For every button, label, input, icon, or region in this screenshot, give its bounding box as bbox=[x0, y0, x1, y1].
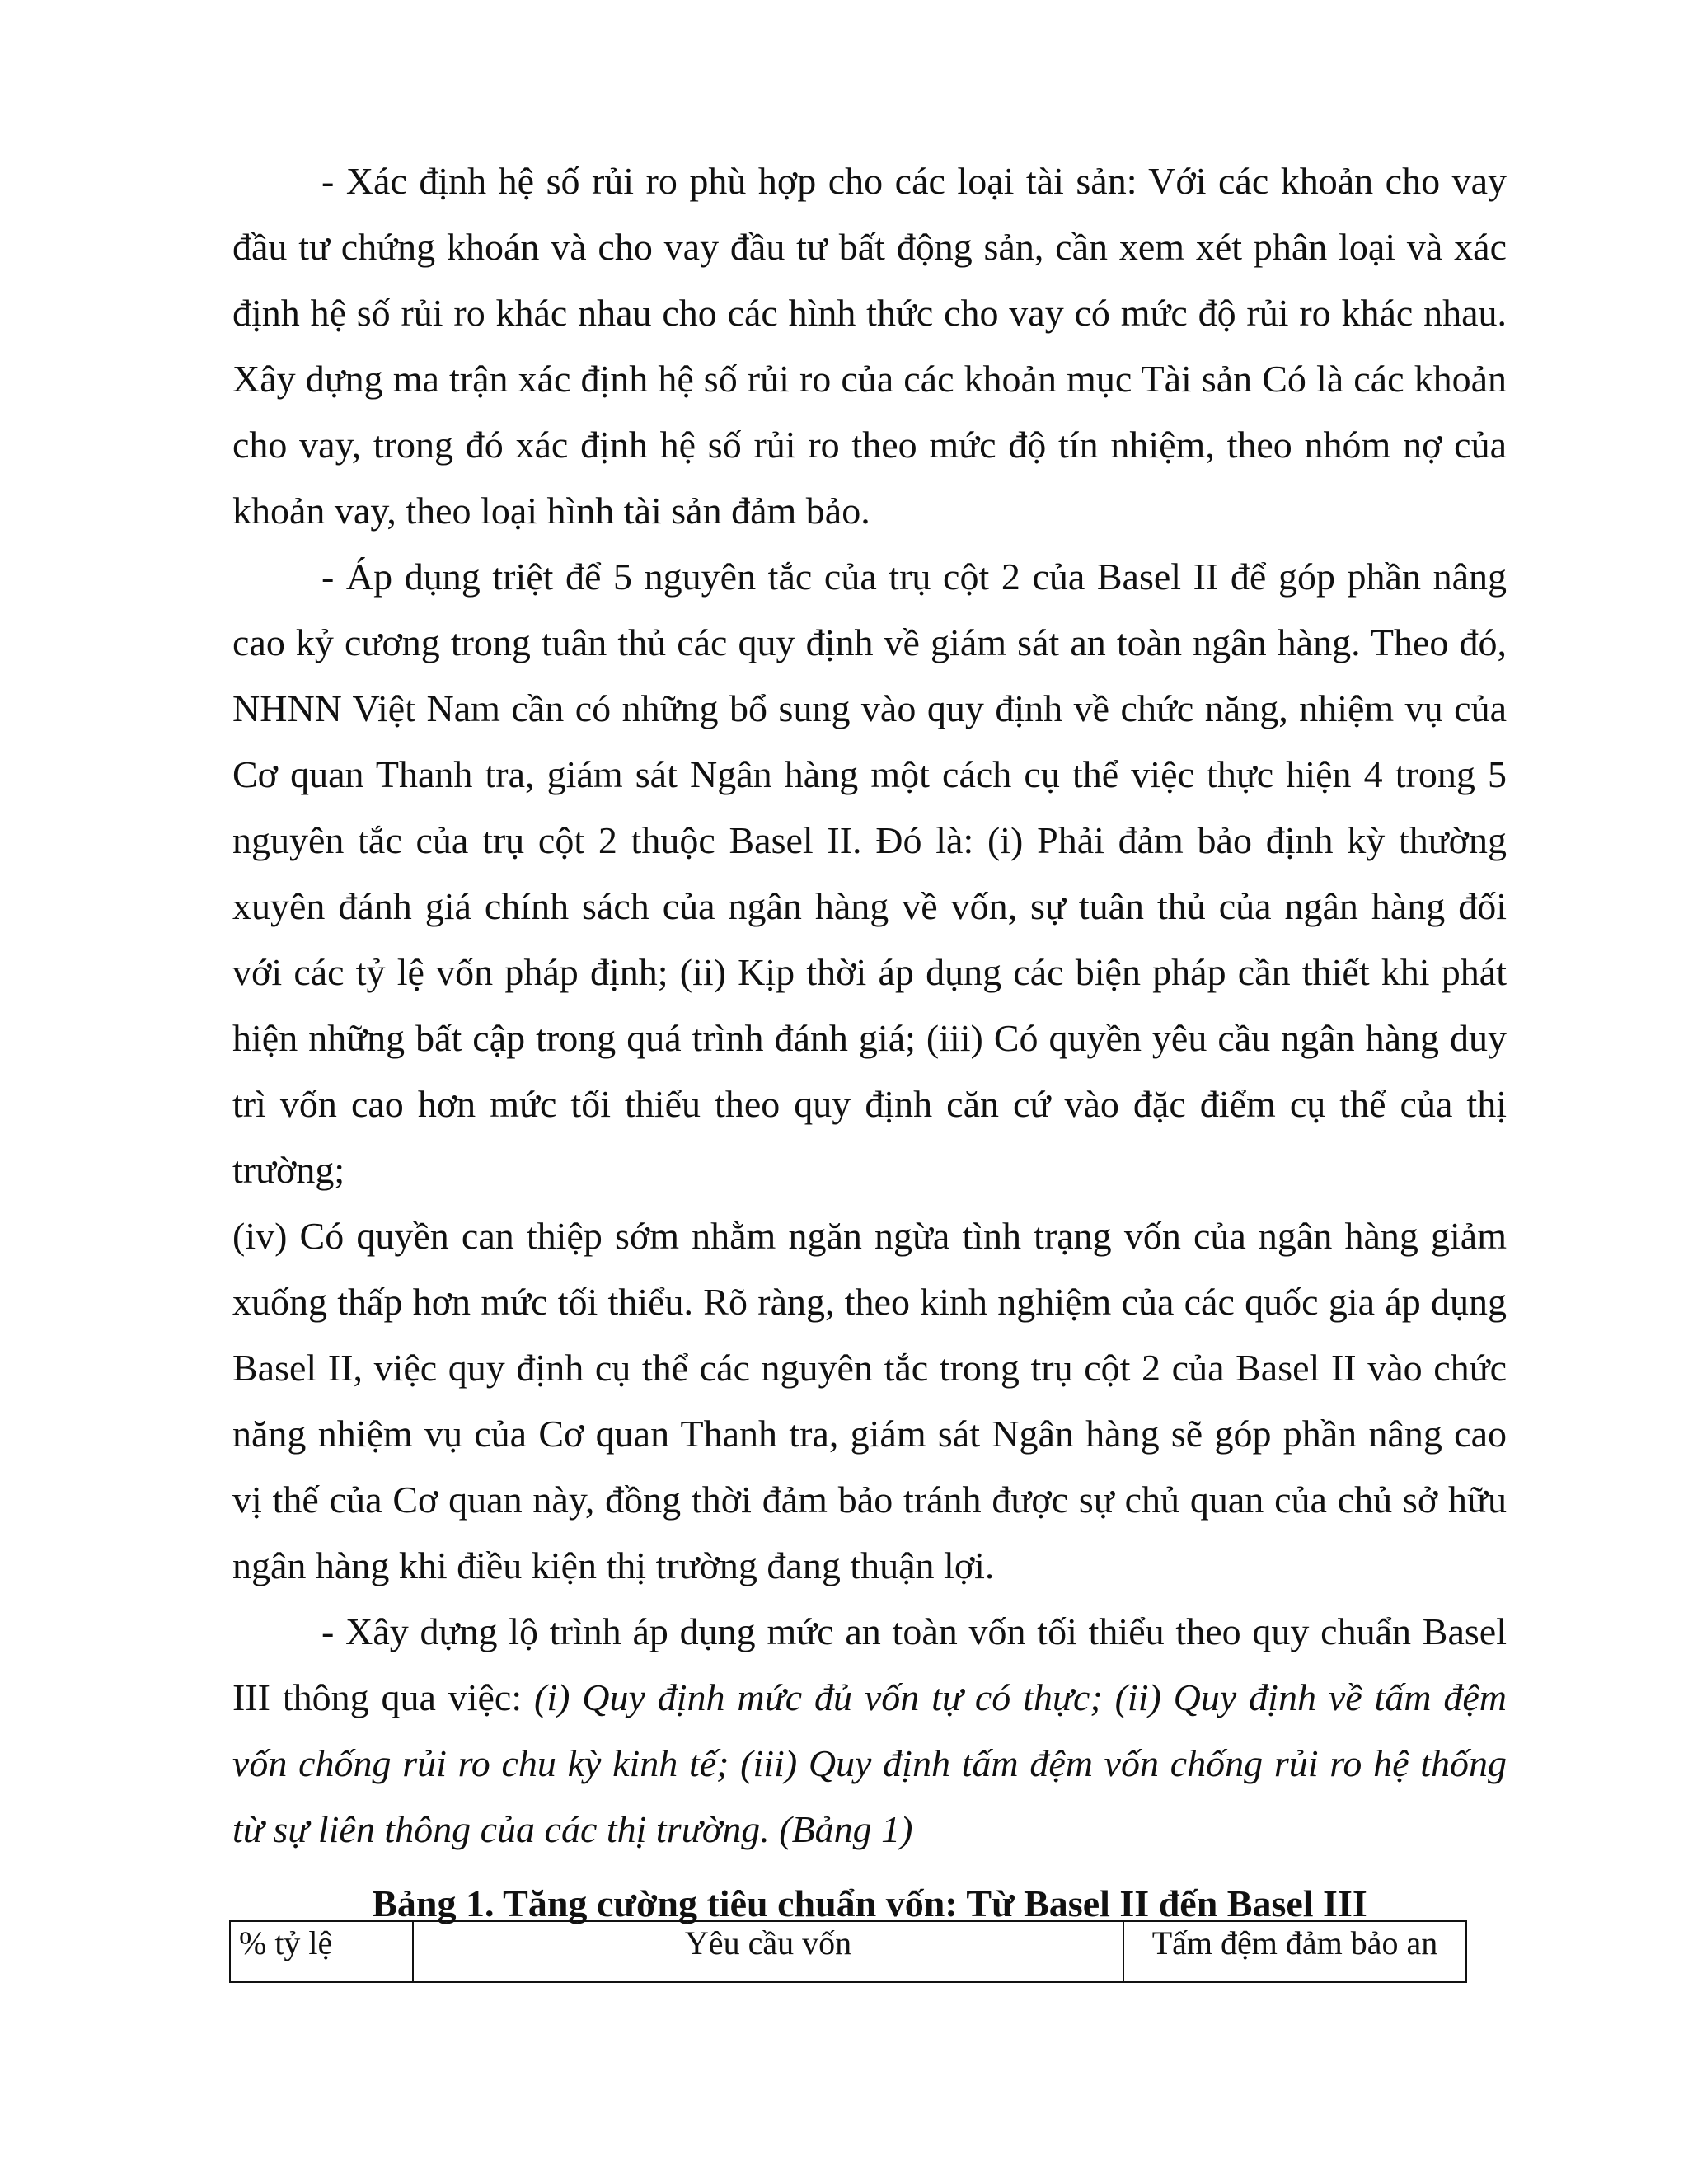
paragraph-risk-coefficients: - Xác định hệ số rủi ro phù hợp cho các loại tài sản: Với các khoản cho vay đầu tư chứng khoán và cho vay đầu tư bất động sản, cần xem xét phân loại và xác định hệ số rủi ro khác nhau cho các hình thức cho vay có mức độ rủi ro khác nhau. Xây dựng ma trận xác định hệ số rủi ro của các khoản mục Tài sản Có là các khoản cho vay, trong đó xác định hệ số rủi ro theo mức độ tín nhiệm, theo nhóm nợ của khoản vay, theo loại hình tài sản đảm bảo. bbox=[232, 160, 1507, 532]
header-ratio: % tỷ lệ bbox=[230, 1921, 413, 1982]
paragraph-early-intervention: (iv) Có quyền can thiệp sớm nhằm ngăn ngừa tình trạng vốn của ngân hàng giảm xuống thấp hơn mức tối thiểu. Rõ ràng, theo kinh nghiệm của các quốc gia áp dụng Basel II, việc quy định cụ thể các nguyên tắc trong trụ cột 2 của Basel II vào chức năng nhiệm vụ của Cơ quan Thanh tra, giám sát Ngân hàng sẽ góp phần nâng cao vị thế của Cơ quan này, đồng thời đảm bảo tránh được sự chủ quan của chủ sở hữu ngân hàng khi điều kiện thị trường đang thuận lợi. bbox=[232, 1215, 1507, 1586]
roadmap-items-text: (i) Quy định mức đủ vốn tự có thực; (ii) Quy định về tấm đệm vốn chống rủi ro chu kỳ kinh tế; (iii) Quy định tấm đệm vốn chống rủi ro hệ thống từ sự liên thông của các thị trường. (Bảng 1) bbox=[232, 1676, 1507, 1850]
table-header-row bbox=[230, 1921, 1466, 1982]
table-caption: Bảng 1. Tăng cường tiêu chuẩn vốn: Từ Basel II đến Basel III bbox=[372, 1882, 1367, 1924]
roadmap-intro-text: - Xây dựng lộ trình áp dụng mức an toàn vốn tối thiểu theo quy chuẩn Basel III thông qua việc: bbox=[232, 1610, 1507, 1718]
paragraph-basel-iii-roadmap bbox=[232, 1599, 1507, 1863]
capital-standards-table bbox=[229, 1920, 1467, 1983]
header-buffer: Tấm đệm đảm bảo an bbox=[1123, 1921, 1466, 1982]
paragraph-basel-ii-pillar-2: - Áp dụng triệt để 5 nguyên tắc của trụ cột 2 của Basel II để góp phần nâng cao kỷ cương trong tuân thủ các quy định về giám sát an toàn ngân hàng. Theo đó, NHNN Việt Nam cần có những bổ sung vào quy định về chức năng, nhiệm vụ của Cơ quan Thanh tra, giám sát Ngân hàng một cách cụ thể việc thực hiện 4 trong 5 nguyên tắc của trụ cột 2 thuộc Basel II. Đó là: (i) Phải đảm bảo định kỳ thường xuyên đánh giá chính sách của ngân hàng về vốn, sự tuân thủ của ngân hàng đối với các tỷ lệ vốn pháp định; (ii) Kịp thời áp dụng các biện pháp cần thiết khi phát hiện những bất cập trong quá trình đánh giá; (iii) Có quyền yêu cầu ngân hàng duy trì vốn cao hơn mức tối thiểu theo quy định căn cứ vào đặc điểm cụ thể của thị trường; bbox=[232, 555, 1507, 1191]
document-body bbox=[232, 148, 1507, 1937]
header-capital-requirement: Yêu cầu vốn bbox=[413, 1921, 1123, 1982]
